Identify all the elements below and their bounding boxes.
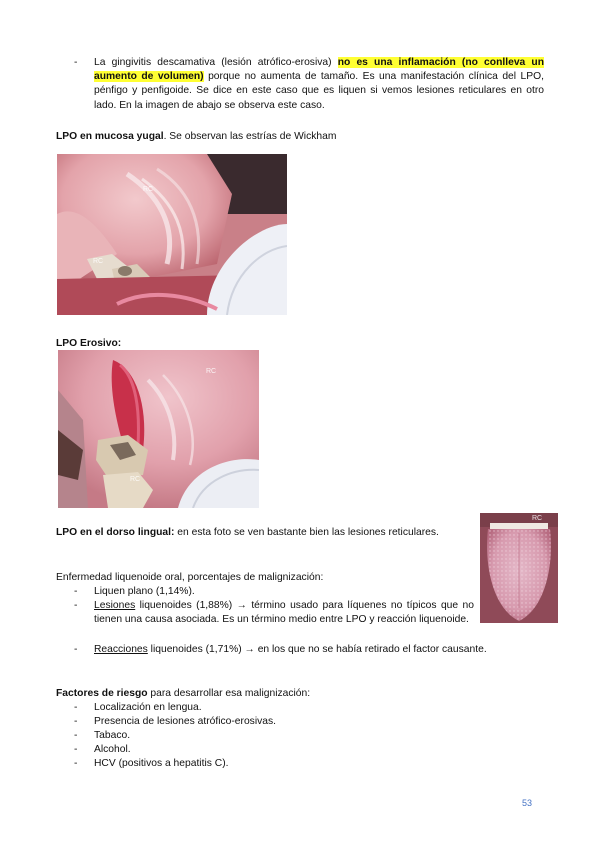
gingivitis-text-part1: La gingivitis descamativa (lesión atrófico-erosiva): [94, 57, 338, 68]
lingual-title: LPO en el dorso lingual:: [56, 527, 175, 538]
dorso-lingual-image: [480, 513, 558, 623]
riesgo-item-text: Localización en lengua.: [94, 702, 202, 713]
photo-lpo-erosivo: [58, 350, 259, 508]
malig-item-3-underlined: Reacciones: [94, 644, 148, 655]
bullet-dash: -: [74, 702, 78, 713]
yugal-text: . Se observan las estrías de Wickham: [163, 131, 337, 142]
malig-item-2: [74, 599, 474, 642]
malig-item-1: [74, 585, 544, 599]
riesgo-heading: [56, 687, 310, 701]
erosivo-rc-label-2: RC: [130, 476, 141, 483]
bullet-dash: -: [74, 716, 78, 727]
riesgo-item: [74, 757, 544, 771]
yugal-heading: [56, 130, 536, 144]
malig-item-3: [74, 643, 544, 657]
yugal-rc-label-1: RC: [143, 186, 154, 193]
riesgo-item: [74, 729, 544, 743]
bullet-dash: -: [74, 730, 78, 741]
lingual-rc-label: RC: [532, 515, 543, 522]
gingivitis-bullet: [74, 56, 544, 118]
yugal-rc-label-2: RC: [93, 258, 104, 265]
gingivitis-text: [94, 56, 544, 113]
malig-item-2-underlined: Lesiones: [94, 600, 136, 611]
mucosa-yugal-image: [57, 154, 287, 315]
yugal-title: LPO en mucosa yugal: [56, 131, 164, 142]
erosivo-rc-label-1: RC: [206, 368, 217, 375]
erosivo-title: LPO Erosivo:: [56, 338, 122, 349]
page-number: 53: [522, 798, 533, 808]
riesgo-item-text: Presencia de lesiones atrófico-erosivas.: [94, 716, 277, 727]
bullet-dash: -: [74, 600, 78, 611]
photo-dorso-lingual: [480, 513, 558, 623]
bullet-dash: -: [74, 644, 78, 655]
riesgo-item-text: HCV (positivos a hepatitis C).: [94, 758, 229, 769]
malig-item-2-text: [94, 599, 474, 627]
lingual-heading: [56, 526, 476, 540]
riesgo-text: para desarrollar esa malignización:: [147, 688, 311, 699]
malig-item-3-text: [94, 643, 544, 657]
riesgo-item: [74, 715, 544, 729]
malig-item-3-rest: liquenoides (1,71%) → en los que no se había retirado el factor causante.: [147, 644, 487, 655]
riesgo-item: [74, 743, 544, 757]
riesgo-title: Factores de riesgo: [56, 688, 148, 699]
riesgo-item-text: Tabaco.: [94, 730, 131, 741]
bullet-dash: -: [74, 57, 78, 68]
bullet-dash: -: [74, 586, 78, 597]
photo-mucosa-yugal: [57, 154, 287, 315]
lingual-text: en esta foto se ven bastante bien las lesiones reticulares.: [174, 527, 439, 538]
gingivitis-highlight: no es una inflamación (no conlleva un aumento de volumen): [94, 57, 545, 83]
malig-item-1-text: Liquen plano (1,14%).: [94, 586, 195, 597]
malig-item-2-rest: liquenoides (1,88%) → término usado para líquenes no típicos que no tienen una causa asociada. Es un término medio entre LPO y reacción liquenoide.: [94, 600, 474, 626]
riesgo-item-text: Alcohol.: [94, 744, 131, 755]
gingivitis-text-part2: porque no aumenta de tamaño. Es una manifestación clínica del LPO, pénfigo y penfigoide. Se dice en este caso que es liquen si vemos lesiones reticulares en otro lado. En la imagen de abajo se observa este caso.: [94, 71, 544, 111]
malig-intro: Enfermedad liquenoide oral, porcentajes de malignización:: [56, 572, 324, 583]
bullet-dash: -: [74, 758, 78, 769]
lpo-erosivo-image: [58, 350, 259, 508]
riesgo-item: [74, 701, 544, 715]
bullet-dash: -: [74, 744, 78, 755]
